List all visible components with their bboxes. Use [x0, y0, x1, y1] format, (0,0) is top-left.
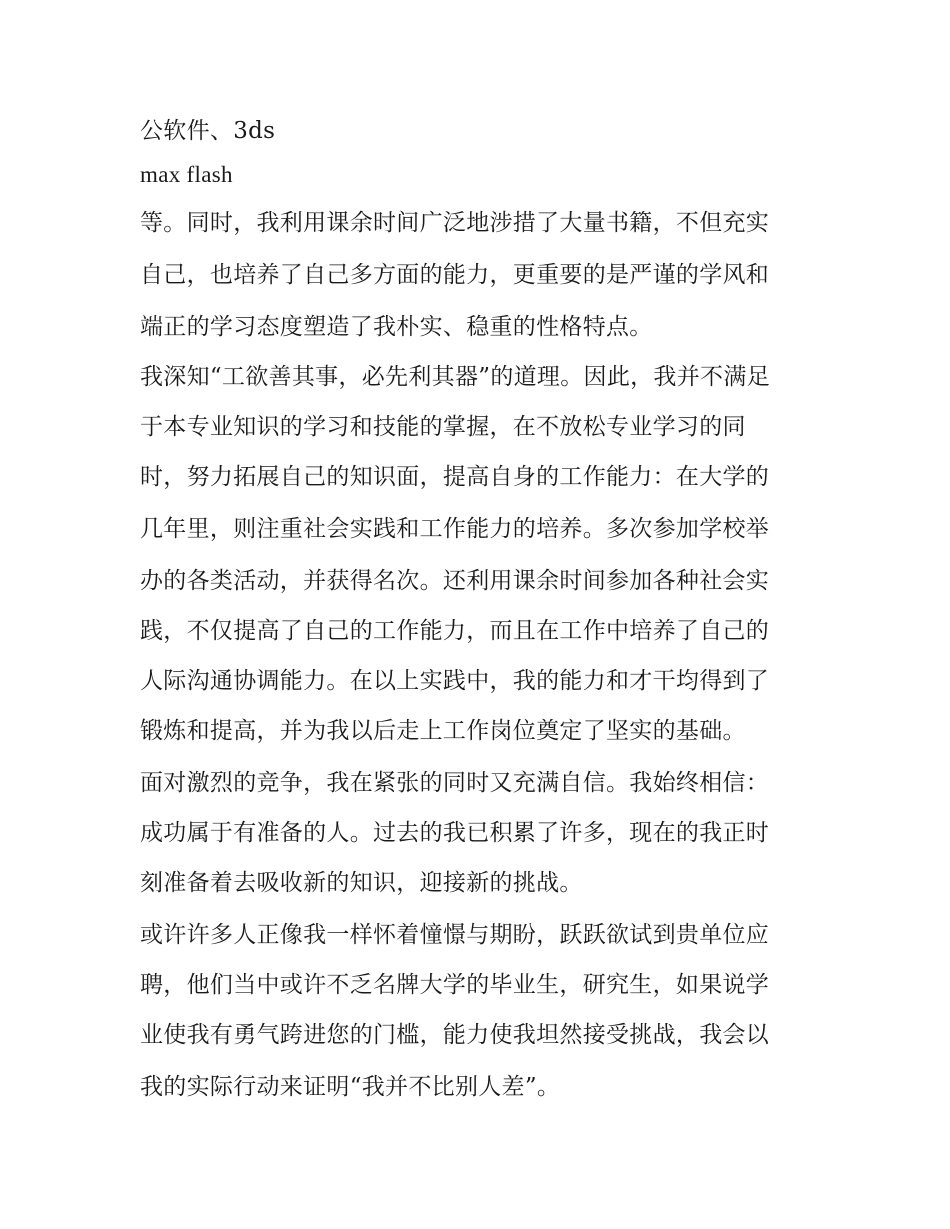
- text-line: 人际沟通协调能力。在以上实践中，我的能力和才干均得到了: [140, 668, 770, 694]
- text-line: 办的各类活动，并获得名次。还利用课余时间参加各种社会实: [140, 568, 770, 594]
- text-line: 于本专业知识的学习和技能的掌握，在不放松专业学习的同: [140, 414, 746, 440]
- text-line: 端正的学习态度塑造了我朴实、稳重的性格特点。: [140, 314, 653, 340]
- text-line: 公软件、3ds: [140, 118, 276, 144]
- text-line: 或许许多人正像我一样怀着憧憬与期盼，跃跃欲试到贵单位应: [140, 922, 770, 948]
- text-line: 刻准备着去吸收新的知识，迎接新的挑战。: [140, 870, 583, 896]
- text-line: 业使我有勇气跨进您的门槛，能力使我坦然接受挑战，我会以: [140, 1022, 770, 1048]
- text-line: 我的实际行动来证明“我并不比别人差”。: [140, 1074, 561, 1100]
- text-line: 践，不仅提高了自己的工作能力，而且在工作中培养了自己的: [140, 618, 770, 644]
- text-line: 等。同时，我利用课余时间广泛地涉措了大量书籍，不但充实: [140, 210, 770, 236]
- text-line: 时，努力拓展自己的知识面，提高自身的工作能力：在大学的: [140, 464, 770, 490]
- text-line: 锻炼和提高，并为我以后走上工作岗位奠定了坚实的基础。: [140, 718, 746, 744]
- text-line: 自己，也培养了自己多方面的能力，更重要的是严谨的学风和: [140, 262, 770, 288]
- text-line: 我深知“工欲善其事，必先利其器”的道理。因此，我并不满足: [140, 364, 770, 390]
- text-line: 聘，他们当中或许不乏名牌大学的毕业生，研究生，如果说学: [140, 972, 770, 998]
- text-line: 几年里，则注重社会实践和工作能力的培养。多次参加学校举: [140, 516, 770, 542]
- text-line: 成功属于有准备的人。过去的我已积累了许多，现在的我正时: [140, 820, 770, 846]
- text-line: max flash: [140, 162, 233, 187]
- text-line: 面对激烈的竞争，我在紧张的同时又充满自信。我始终相信：: [140, 770, 770, 796]
